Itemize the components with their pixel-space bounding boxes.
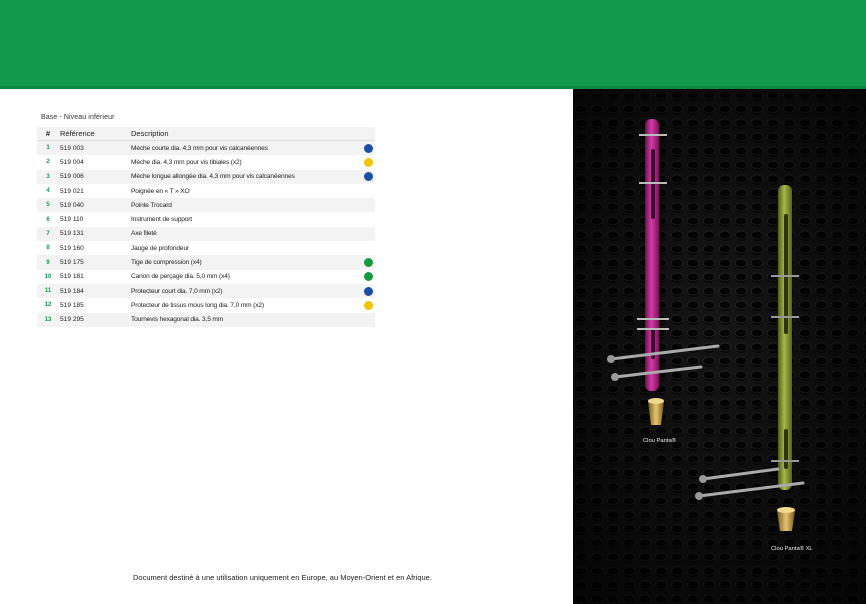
row-description: Tournevis hexagonal dia. 3,5 mm [131, 316, 224, 324]
row-reference: 519 021 [60, 187, 84, 195]
row-description: Canon de perçage dia. 5,0 mm (x4) [131, 273, 230, 281]
table-row [37, 212, 375, 226]
table-row [37, 298, 375, 312]
color-dot-icon [364, 158, 373, 167]
section-title: Base - Niveau inférieur [41, 114, 115, 121]
color-dot-icon [364, 301, 373, 310]
table-row [37, 270, 375, 284]
nail-illustration [573, 89, 866, 604]
table-row [37, 198, 375, 212]
row-number: 9 [46, 259, 50, 266]
row-description: Axe fileté [131, 230, 157, 238]
row-number: 11 [44, 288, 52, 295]
row-description: Poignée en « T » XO [131, 187, 190, 195]
row-reference: 519 040 [60, 201, 84, 209]
row-number: 5 [46, 202, 50, 209]
row-reference: 519 110 [60, 216, 84, 224]
row-description: Jauge de profondeur [131, 244, 190, 252]
table-row [37, 141, 375, 155]
product-photo [573, 89, 866, 604]
color-dot-icon [364, 287, 373, 296]
row-number: 8 [46, 245, 50, 252]
row-description: Mèche longue allongée dia. 4,3 mm pour vis calcanéennes [131, 173, 295, 181]
row-description: Pointe Trocard [131, 201, 172, 209]
row-reference: 519 184 [60, 287, 84, 295]
table-row [37, 170, 375, 184]
row-description: Protecteur court dia. 7,0 mm (x2) [131, 287, 223, 295]
row-description: Tige de compression (x4) [131, 259, 202, 267]
row-reference: 519 181 [60, 273, 84, 281]
table-row [37, 227, 375, 241]
row-reference: 519 004 [60, 158, 84, 166]
row-description: Mèche dia. 4,3 mm pour vis tibiales (x2) [131, 158, 242, 166]
color-dot-icon [364, 144, 373, 153]
header-band [0, 0, 866, 89]
row-number: 2 [46, 159, 50, 166]
row-reference: 519 003 [60, 144, 84, 152]
caption-nail-left: Clou Panta® [643, 438, 676, 444]
table-body [37, 141, 375, 327]
header-reference: Référence [60, 129, 95, 138]
instrument-table [37, 127, 375, 327]
row-description: Protecteur de tissus mous long dia. 7,0 mm (x2) [131, 301, 264, 309]
header-description: Description [131, 129, 169, 138]
row-description: Mèche courte dia. 4,3 mm pour vis calcanéennes [131, 144, 268, 152]
table-row [37, 241, 375, 255]
header-num: # [45, 129, 51, 138]
row-number: 3 [46, 173, 50, 180]
row-reference: 519 295 [60, 316, 84, 324]
row-number: 4 [46, 188, 50, 195]
row-reference: 519 185 [60, 301, 84, 309]
row-reference: 519 175 [60, 259, 84, 267]
row-number: 12 [44, 302, 52, 309]
row-number: 10 [44, 273, 52, 280]
color-dot-icon [364, 272, 373, 281]
table-row [37, 284, 375, 298]
row-reference: 519 006 [60, 173, 84, 181]
row-number: 13 [44, 316, 52, 323]
table-row [37, 184, 375, 198]
color-dot-icon [364, 172, 373, 181]
table-row [37, 155, 375, 169]
row-number: 1 [46, 145, 50, 152]
row-number: 7 [46, 230, 50, 237]
row-reference: 519 131 [60, 230, 84, 238]
row-number: 6 [46, 216, 50, 223]
caption-nail-right: Clou Panta® XL [771, 546, 813, 552]
footer-note: Document destiné à une utilisation uniquement en Europe, au Moyen-Orient et en Afrique. [133, 573, 432, 582]
row-description: Instrument de support [131, 216, 192, 224]
table-row [37, 255, 375, 269]
row-reference: 519 160 [60, 244, 84, 252]
color-dot-icon [364, 258, 373, 267]
table-row [37, 313, 375, 327]
table-header [37, 127, 375, 141]
